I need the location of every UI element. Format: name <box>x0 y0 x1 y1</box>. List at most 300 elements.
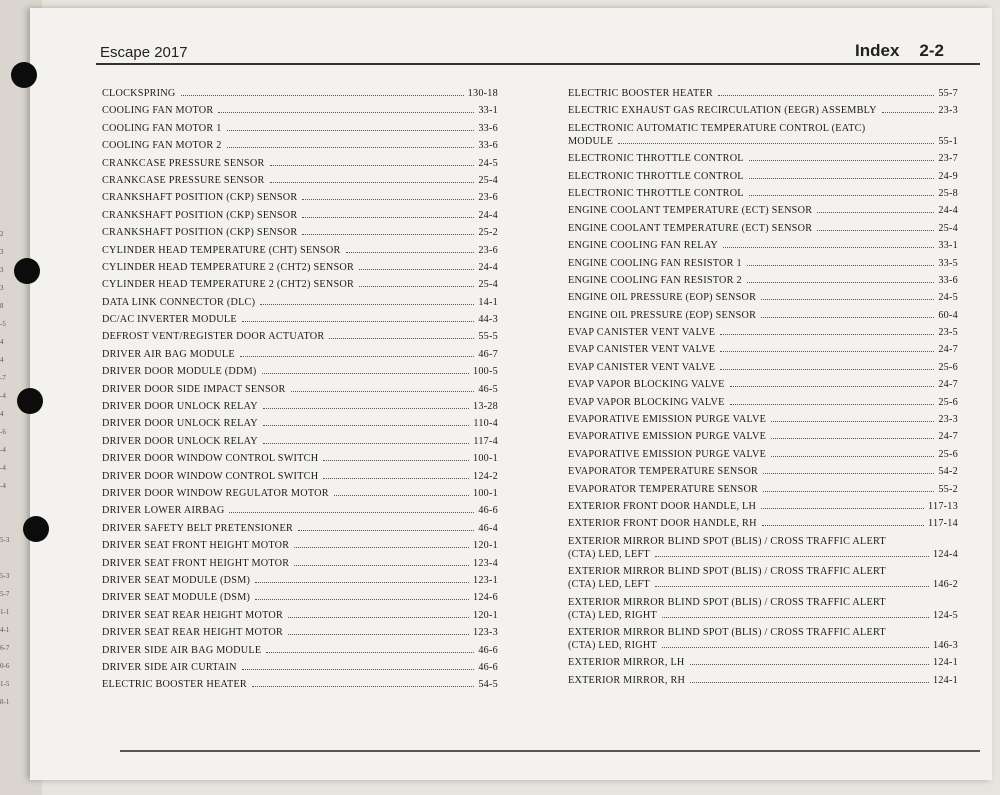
dot-leader <box>720 334 934 335</box>
index-entry-name: DRIVER SEAT REAR HEIGHT MOTOR <box>102 627 284 639</box>
dot-leader <box>323 478 469 479</box>
index-entry-page: 25-8 <box>938 187 958 199</box>
index-entry-page: 25-4 <box>938 222 958 234</box>
index-entry <box>102 435 498 448</box>
section-title: Index <box>855 41 900 60</box>
index-entry <box>568 309 958 322</box>
index-entry <box>568 565 958 591</box>
index-entry <box>102 330 498 343</box>
index-entry-page: 24-9 <box>938 170 958 182</box>
index-entry-name: (CTA) LED, LEFT <box>568 579 650 591</box>
underlying-page-number: 0-6 <box>0 662 10 670</box>
dot-leader <box>618 143 934 144</box>
dot-leader <box>817 230 934 231</box>
underlying-page-number: -4 <box>0 464 6 472</box>
dot-leader <box>690 664 929 665</box>
index-entry-name: (CTA) LED, LEFT <box>568 548 650 560</box>
index-entry-page: 23-7 <box>938 153 958 165</box>
dot-leader <box>346 252 475 253</box>
dot-leader <box>294 565 469 566</box>
index-entry-page: 24-7 <box>938 344 958 356</box>
book-title: Escape 2017 <box>100 44 188 61</box>
index-entry-page: 23-6 <box>478 244 498 256</box>
index-entry-name: DRIVER SEAT MODULE (DSM) <box>102 574 251 586</box>
index-entry-name: EVAP CANISTER VENT VALVE <box>568 327 716 339</box>
underlying-page-number: -5 <box>0 320 6 328</box>
index-entry <box>102 644 498 657</box>
index-entry-page: 60-4 <box>938 309 958 321</box>
index-entry <box>102 87 498 100</box>
index-entry-page: 55-5 <box>478 331 498 343</box>
index-entry-page: 46-5 <box>478 383 498 395</box>
index-entry <box>568 535 958 561</box>
index-entry <box>568 448 958 461</box>
index-entry-name: ELECTRIC EXHAUST GAS RECIRCULATION (EEGR) ASSEMBLY <box>568 105 877 117</box>
underlying-page-number: 3 <box>0 266 4 274</box>
dot-leader <box>720 351 934 352</box>
dot-leader <box>720 369 934 370</box>
index-entry-name: DEFROST VENT/REGISTER DOOR ACTUATOR <box>102 331 325 343</box>
index-entry-page: 46-6 <box>478 644 498 656</box>
underlying-page-number: 4 <box>0 356 4 364</box>
index-entry-name: DRIVER SAFETY BELT PRETENSIONER <box>102 522 294 534</box>
underlying-page-number: 5-7 <box>0 590 10 598</box>
underlying-page-number: 5-3 <box>0 536 10 544</box>
underlying-page-number: -4 <box>0 446 6 454</box>
underlying-page-number: 5-3 <box>0 572 10 580</box>
dot-leader <box>747 265 934 266</box>
manual-page <box>30 8 992 780</box>
index-entry-page: 24-4 <box>478 209 498 221</box>
dot-leader <box>242 669 475 670</box>
index-entry-name: DRIVER DOOR UNLOCK RELAY <box>102 418 258 430</box>
underlying-page-number: 2 <box>0 230 4 238</box>
dot-leader <box>270 165 475 166</box>
dot-leader <box>227 147 475 148</box>
index-entry-page: 110-4 <box>473 418 498 430</box>
dot-leader <box>298 530 474 531</box>
index-entry-name: ENGINE COOLING FAN RELAY <box>568 240 719 252</box>
index-entry <box>568 430 958 443</box>
index-entry-page: 54-5 <box>478 679 498 691</box>
index-entry-name: EVAP CANISTER VENT VALVE <box>568 344 716 356</box>
index-entry <box>102 209 498 222</box>
index-entry-name: ENGINE COOLANT TEMPERATURE (ECT) SENSOR <box>568 222 813 234</box>
index-entry <box>102 261 498 274</box>
index-entry-page: 33-5 <box>938 257 958 269</box>
dot-leader <box>288 617 469 618</box>
index-entry <box>102 383 498 396</box>
dot-leader <box>749 160 935 161</box>
index-entry <box>102 557 498 570</box>
dot-leader <box>761 508 924 509</box>
index-entry-name: EVAP VAPOR BLOCKING VALVE <box>568 396 725 408</box>
index-entry <box>102 661 498 674</box>
index-entry <box>102 226 498 239</box>
index-entry-name: COOLING FAN MOTOR 1 <box>102 122 222 134</box>
index-entry-name: ENGINE COOLANT TEMPERATURE (ECT) SENSOR <box>568 205 813 217</box>
dot-leader <box>817 212 934 213</box>
index-entry-page: 46-6 <box>478 505 498 517</box>
dot-leader <box>749 178 935 179</box>
index-entry-name: DRIVER DOOR UNLOCK RELAY <box>102 435 258 447</box>
dot-leader <box>747 282 934 283</box>
index-entry-name: DRIVER DOOR WINDOW CONTROL SWITCH <box>102 470 319 482</box>
index-entry-page: 44-3 <box>478 314 498 326</box>
index-entry-name: CLOCKSPRING <box>102 88 176 99</box>
index-entry-page: 13-28 <box>472 401 498 413</box>
index-entry <box>102 348 498 361</box>
index-entry-page: 24-7 <box>938 431 958 443</box>
index-entry <box>102 313 498 326</box>
index-entry-name: ELECTRONIC THROTTLE CONTROL <box>568 187 744 199</box>
index-entry <box>102 470 498 483</box>
index-entry <box>102 504 498 517</box>
underlying-page-number: -4 <box>0 482 6 490</box>
index-entry-page: 24-7 <box>938 379 958 391</box>
index-entry <box>568 413 958 426</box>
index-entry-name: COOLING FAN MOTOR 2 <box>102 140 222 152</box>
index-entry-name: EXTERIOR MIRROR, RH <box>568 674 686 686</box>
dot-leader <box>730 386 935 387</box>
header-rule <box>96 63 980 65</box>
index-entry <box>568 291 958 304</box>
underlying-page-number: -7 <box>0 374 6 382</box>
dot-leader <box>263 408 469 409</box>
index-entry-name: CRANKCASE PRESSURE SENSOR <box>102 174 265 186</box>
index-entry-page: 117-14 <box>928 518 958 530</box>
index-entry-page: 124-1 <box>932 657 958 669</box>
index-entry <box>102 157 498 170</box>
index-entry <box>102 400 498 413</box>
dot-leader <box>218 112 474 113</box>
dot-leader <box>359 286 474 287</box>
dot-leader <box>291 391 475 392</box>
index-entry-name: EVAP CANISTER VENT VALVE <box>568 361 716 373</box>
index-entry-page: 23-6 <box>478 192 498 204</box>
index-entry-name: CYLINDER HEAD TEMPERATURE 2 (CHT2) SENSOR <box>102 279 355 291</box>
index-entry-page: 25-6 <box>938 448 958 460</box>
index-entry-name: EVAPORATIVE EMISSION PURGE VALVE <box>568 448 767 460</box>
dot-leader <box>763 491 934 492</box>
index-entry-page: 124-6 <box>472 592 498 604</box>
dot-leader <box>662 617 929 618</box>
dot-leader <box>229 512 474 513</box>
index-entry-name-line1: EXTERIOR MIRROR BLIND SPOT (BLIS) / CROSS TRAFFIC ALERT <box>568 535 886 547</box>
index-entry <box>568 239 958 252</box>
index-entry-name: DRIVER SEAT FRONT HEIGHT MOTOR <box>102 557 290 569</box>
index-entry <box>102 296 498 309</box>
index-entry <box>568 596 958 622</box>
index-entry <box>102 365 498 378</box>
index-entry-page: 25-6 <box>938 361 958 373</box>
dot-leader <box>263 425 469 426</box>
index-entry-page: 55-1 <box>938 135 958 147</box>
underlying-page-number: -6 <box>0 428 6 436</box>
dot-leader <box>323 460 469 461</box>
underlying-page-number: 3 <box>0 248 4 256</box>
index-entry-name: DRIVER SIDE AIR BAG MODULE <box>102 644 262 656</box>
dot-leader <box>690 682 929 683</box>
index-entry-name-line1: EXTERIOR MIRROR BLIND SPOT (BLIS) / CROSS TRAFFIC ALERT <box>568 626 886 638</box>
index-entry <box>102 191 498 204</box>
index-entry-name: ENGINE OIL PRESSURE (EOP) SENSOR <box>568 292 757 304</box>
dot-leader <box>771 438 934 439</box>
index-entry-page: 33-1 <box>478 105 498 117</box>
index-entry <box>568 152 958 165</box>
index-entry <box>102 174 498 187</box>
dot-leader <box>763 473 934 474</box>
index-entry-name: MODULE <box>568 135 614 147</box>
dot-leader <box>761 317 934 318</box>
underlying-page-number <box>0 549 16 567</box>
dot-leader <box>240 356 474 357</box>
index-entry-page: 120-1 <box>472 609 498 621</box>
index-entry-name: (CTA) LED, RIGHT <box>568 639 657 651</box>
index-entry-page: 123-4 <box>472 557 498 569</box>
index-entry <box>568 396 958 409</box>
index-entry-name: DRIVER DOOR SIDE IMPACT SENSOR <box>102 383 286 395</box>
underlying-page-number: 4 <box>0 338 4 346</box>
index-entry-page: 55-7 <box>938 88 958 99</box>
index-column-right <box>568 87 958 691</box>
index-entry-page: 33-6 <box>478 122 498 134</box>
index-entry-name: EVAPORATIVE EMISSION PURGE VALVE <box>568 414 767 426</box>
dot-leader <box>329 338 474 339</box>
index-entry <box>102 574 498 587</box>
index-entry <box>102 417 498 430</box>
index-entry-name: ENGINE OIL PRESSURE (EOP) SENSOR <box>568 309 757 321</box>
index-entry <box>568 274 958 287</box>
dot-leader <box>749 195 935 196</box>
index-entry-page: 124-5 <box>932 609 958 621</box>
index-entry <box>102 139 498 152</box>
footer-rule <box>120 750 980 752</box>
index-entry <box>102 591 498 604</box>
index-entry-name: COOLING FAN MOTOR <box>102 105 214 117</box>
index-entry-name: EVAPORATIVE EMISSION PURGE VALVE <box>568 431 767 443</box>
index-entry-page: 120-1 <box>472 540 498 552</box>
index-entry <box>568 361 958 374</box>
index-entry-name-line1: ELECTRONIC AUTOMATIC TEMPERATURE CONTROL (EATC) <box>568 122 866 134</box>
underlying-page-number: 4-1 <box>0 626 10 634</box>
index-entry-name: CRANKSHAFT POSITION (CKP) SENSOR <box>102 227 298 239</box>
index-entry <box>102 522 498 535</box>
underlying-page-number: 1-5 <box>0 680 10 688</box>
index-entry-name: EXTERIOR FRONT DOOR HANDLE, RH <box>568 518 757 530</box>
index-entry-page: 117-13 <box>928 500 958 512</box>
index-entry-page: 55-2 <box>938 483 958 495</box>
dot-leader <box>662 647 929 648</box>
index-entry-name: DRIVER AIR BAG MODULE <box>102 348 235 360</box>
index-entry <box>568 626 958 652</box>
index-entry-name: ELECTRIC BOOSTER HEATER <box>568 88 713 99</box>
underlying-page-number: 1-1 <box>0 608 10 616</box>
index-entry <box>568 104 958 117</box>
index-entry-name: ELECTRONIC THROTTLE CONTROL <box>568 170 744 182</box>
index-entry-name-line1: EXTERIOR MIRROR BLIND SPOT (BLIS) / CROSS TRAFFIC ALERT <box>568 596 886 608</box>
index-entry-page: 124-2 <box>472 470 498 482</box>
index-entry-page: 123-3 <box>472 627 498 639</box>
index-entry <box>568 465 958 478</box>
index-entry <box>568 378 958 391</box>
index-entry-name: DRIVER SEAT MODULE (DSM) <box>102 592 251 604</box>
index-entry <box>102 244 498 257</box>
underlying-page-number: 6-7 <box>0 644 10 652</box>
dot-leader <box>263 443 469 444</box>
index-entry <box>102 278 498 291</box>
index-entry-name: EVAP VAPOR BLOCKING VALVE <box>568 379 725 391</box>
index-entry <box>568 343 958 356</box>
index-entry-name-line1: EXTERIOR MIRROR BLIND SPOT (BLIS) / CROSS TRAFFIC ALERT <box>568 566 886 578</box>
index-entry-page: 25-6 <box>938 396 958 408</box>
index-entry-name: DRIVER LOWER AIRBAG <box>102 505 225 517</box>
dot-leader <box>255 582 469 583</box>
dot-leader <box>260 304 474 305</box>
index-entry-name: DRIVER SEAT REAR HEIGHT MOTOR <box>102 609 284 621</box>
index-entry-page: 24-4 <box>478 261 498 273</box>
index-entry-name: EXTERIOR FRONT DOOR HANDLE, LH <box>568 500 757 512</box>
index-entry <box>102 452 498 465</box>
index-entry-name: DRIVER DOOR WINDOW REGULATOR MOTOR <box>102 487 329 499</box>
dot-leader <box>718 95 934 96</box>
dot-leader <box>730 404 935 405</box>
index-entry <box>102 626 498 639</box>
index-entry-page: 117-4 <box>473 435 498 447</box>
underlying-page-number <box>0 495 16 513</box>
index-entry-name: DC/AC INVERTER MODULE <box>102 314 237 326</box>
index-entry <box>102 609 498 622</box>
index-entry-name: CYLINDER HEAD TEMPERATURE 2 (CHT2) SENSOR <box>102 261 355 273</box>
index-entry-page: 33-1 <box>938 240 958 252</box>
dot-leader <box>771 456 934 457</box>
index-entry-page: 46-4 <box>478 522 498 534</box>
index-entry-name: EVAPORATOR TEMPERATURE SENSOR <box>568 466 759 478</box>
dot-leader <box>262 373 469 374</box>
index-entry-page: 54-2 <box>938 466 958 478</box>
underlying-page-number: 4 <box>0 410 4 418</box>
index-entry-name: DRIVER DOOR WINDOW CONTROL SWITCH <box>102 453 319 465</box>
index-entry-page: 46-6 <box>478 661 498 673</box>
underlying-page-number <box>0 513 16 531</box>
dot-leader <box>761 299 934 300</box>
index-entry <box>568 122 958 148</box>
index-entry-page: 146-2 <box>932 579 958 591</box>
dot-leader <box>302 234 474 235</box>
index-entry <box>568 674 958 687</box>
index-entry-name: ENGINE COOLING FAN RESISTOR 1 <box>568 257 742 269</box>
index-entry-page: 100-1 <box>472 453 498 465</box>
index-entry <box>102 539 498 552</box>
index-entry-name: CRANKCASE PRESSURE SENSOR <box>102 157 265 169</box>
index-entry-page: 23-3 <box>938 105 958 117</box>
dot-leader <box>334 495 469 496</box>
index-entry <box>102 122 498 135</box>
index-entry <box>568 500 958 513</box>
index-entry-page: 23-5 <box>938 327 958 339</box>
underlying-page-numbers <box>0 225 16 711</box>
index-entry <box>568 222 958 235</box>
dot-leader <box>723 247 934 248</box>
binder-hole <box>11 62 37 88</box>
index-entry-page: 25-2 <box>478 227 498 239</box>
index-entry-page: 24-5 <box>938 292 958 304</box>
index-entry <box>568 257 958 270</box>
index-column-left <box>102 87 498 696</box>
underlying-page-number: 8 <box>0 302 4 310</box>
page-heading <box>855 41 944 61</box>
index-entry-page: 130-18 <box>467 88 498 99</box>
binder-hole <box>17 388 43 414</box>
index-entry-name: DRIVER DOOR MODULE (DDM) <box>102 366 257 378</box>
index-entry-page: 124-1 <box>932 674 958 686</box>
dot-leader <box>655 586 929 587</box>
dot-leader <box>242 321 475 322</box>
dot-leader <box>288 634 469 635</box>
index-entry-page: 25-4 <box>478 174 498 186</box>
index-entry-name: ELECTRONIC THROTTLE CONTROL <box>568 153 744 165</box>
index-entry <box>568 170 958 183</box>
binder-hole <box>23 516 49 542</box>
dot-leader <box>270 182 475 183</box>
underlying-page-number: -4 <box>0 392 6 400</box>
dot-leader <box>255 599 469 600</box>
index-entry-name: DRIVER SEAT FRONT HEIGHT MOTOR <box>102 540 290 552</box>
index-entry-page: 33-6 <box>478 140 498 152</box>
index-entry-page: 23-3 <box>938 414 958 426</box>
index-entry <box>568 483 958 496</box>
index-entry-page: 146-3 <box>932 639 958 651</box>
dot-leader <box>762 525 924 526</box>
index-entry-name: CYLINDER HEAD TEMPERATURE (CHT) SENSOR <box>102 244 341 256</box>
index-entry-name: CRANKSHAFT POSITION (CKP) SENSOR <box>102 192 298 204</box>
page-number: 2-2 <box>919 41 944 60</box>
index-entry <box>568 517 958 530</box>
dot-leader <box>252 686 474 687</box>
index-entry-page: 14-1 <box>478 296 498 308</box>
index-entry-page: 24-4 <box>938 205 958 217</box>
index-entry-name: CRANKSHAFT POSITION (CKP) SENSOR <box>102 209 298 221</box>
index-entry <box>102 678 498 691</box>
dot-leader <box>302 199 474 200</box>
index-entry-page: 33-6 <box>938 274 958 286</box>
index-entry-page: 25-4 <box>478 279 498 291</box>
index-entry <box>102 487 498 500</box>
index-entry-name: EXTERIOR MIRROR, LH <box>568 657 685 669</box>
dot-leader <box>266 652 474 653</box>
index-entry-name: ENGINE COOLING FAN RESISTOR 2 <box>568 274 742 286</box>
index-entry <box>568 187 958 200</box>
index-entry-name: DATA LINK CONNECTOR (DLC) <box>102 296 256 308</box>
binder-hole <box>14 258 40 284</box>
index-entry-page: 124-4 <box>932 548 958 560</box>
index-entry-page: 123-1 <box>472 574 498 586</box>
underlying-page-number: 3 <box>0 284 4 292</box>
index-entry <box>102 104 498 117</box>
dot-leader <box>655 556 929 557</box>
index-entry-name: DRIVER DOOR UNLOCK RELAY <box>102 401 258 413</box>
dot-leader <box>882 112 935 113</box>
index-entry-name: ELECTRIC BOOSTER HEATER <box>102 679 247 691</box>
index-entry <box>568 204 958 217</box>
index-entry-page: 100-5 <box>472 366 498 378</box>
index-entry-name: (CTA) LED, RIGHT <box>568 609 657 621</box>
dot-leader <box>294 547 469 548</box>
underlying-page-number: 8-1 <box>0 698 10 706</box>
index-entry <box>568 87 958 100</box>
index-entry <box>568 656 958 669</box>
index-entry-name: EVAPORATOR TEMPERATURE SENSOR <box>568 483 759 495</box>
